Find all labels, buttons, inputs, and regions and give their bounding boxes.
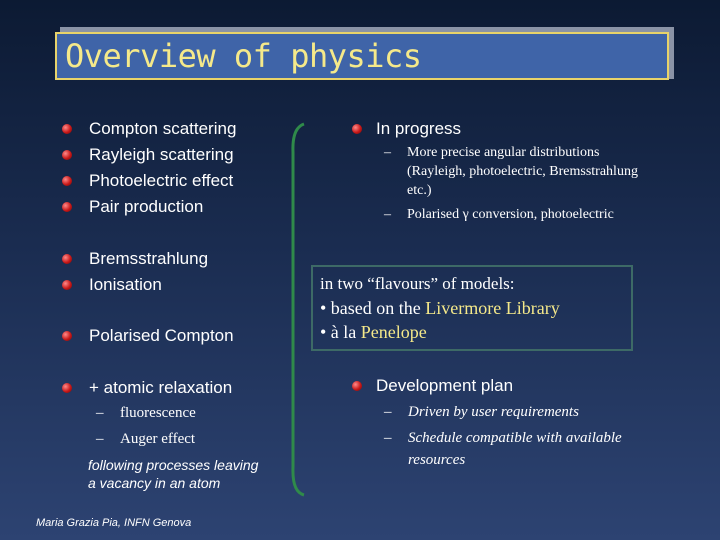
sub-list-item: fluorescence [120,405,196,421]
footer-author: Maria Grazia Pia, INFN Genova [36,517,192,529]
flavour-line [320,298,560,319]
bullet-icon [352,381,362,391]
bullet-icon [62,124,72,134]
flavour-text: • à la [320,322,361,342]
note-text: a vacancy in an atom [88,475,221,491]
flavour-highlight: Livermore Library [425,298,560,318]
flavour-text: • based on the [320,298,426,318]
dash-icon: – [384,404,392,420]
bullet-icon [62,254,72,264]
page-title: Overview of physics [65,37,422,75]
sub-list-item: etc.) [407,183,432,198]
flavour-highlight: Penelope [360,322,427,342]
bracket-icon [290,122,306,497]
list-item: Photoelectric effect [89,171,234,190]
flavour-line [320,322,427,343]
bullet-icon [352,124,362,134]
dash-icon: – [96,431,104,447]
list-item: Pair production [89,197,204,216]
list-item: + atomic relaxation [89,378,233,397]
list-item: Ionisation [89,275,162,294]
list-item: Polarised Compton [89,326,234,345]
sub-list-item: More precise angular distributions [407,145,600,160]
bullet-icon [62,280,72,290]
sub-list-item: resources [408,452,466,468]
bullet-icon [62,383,72,393]
flavours-intro: in two “flavours” of models: [320,274,515,293]
dash-icon: – [384,207,391,222]
list-item: In progress [376,119,462,138]
title-box [55,32,669,80]
list-item: Bremsstrahlung [89,249,209,268]
list-item: Compton scattering [89,119,237,138]
dash-icon: – [384,430,392,446]
dash-icon: – [96,405,104,421]
bullet-icon [62,176,72,186]
note-text: following processes leaving [88,457,259,473]
bullet-icon [62,202,72,212]
sub-list-item: Driven by user requirements [408,404,579,420]
dash-icon: – [384,145,391,160]
sub-list-item: Polarised γ conversion, photoelectric [407,207,614,222]
sub-list-item: Auger effect [120,431,196,447]
bullet-icon [62,150,72,160]
sub-list-item: (Rayleigh, photoelectric, Bremsstrahlung [407,164,638,179]
list-item: Development plan [376,376,514,395]
list-item: Rayleigh scattering [89,145,234,164]
bullet-icon [62,331,72,341]
sub-list-item: Schedule compatible with available [408,430,622,446]
